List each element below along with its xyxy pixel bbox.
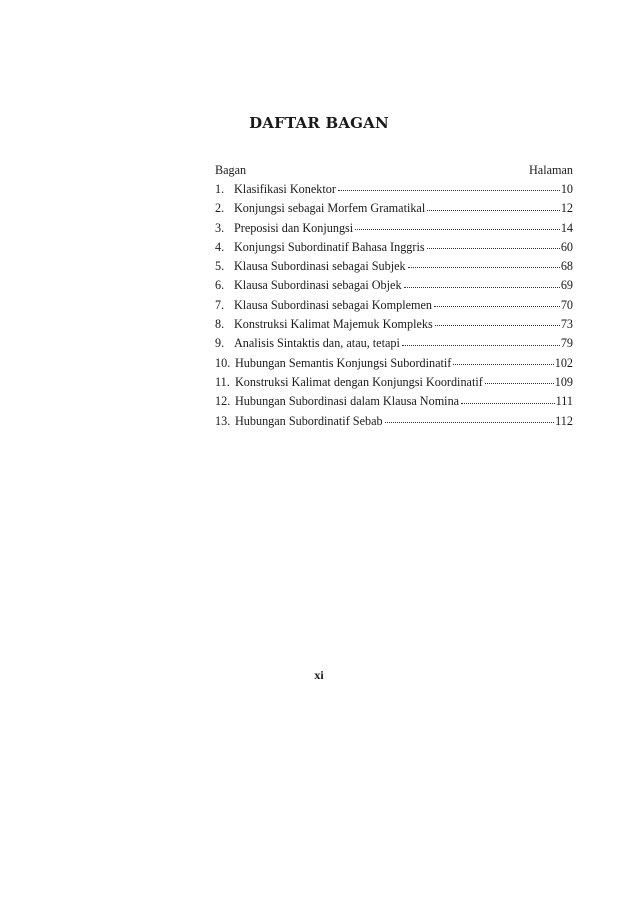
toc-entry-number: 11. [215, 374, 230, 389]
toc-dot-leader [461, 402, 555, 404]
toc-dot-leader [427, 247, 560, 249]
toc-entry-page: 112 [555, 413, 573, 428]
toc-entry [215, 257, 573, 276]
toc-entry [215, 199, 573, 218]
toc-dot-leader [427, 209, 560, 211]
toc-entry-label: Analisis Sintaktis dan, atau, tetapi [234, 336, 400, 351]
toc-entry-label: Klasifikasi Konektor [234, 182, 336, 196]
toc-dot-leader [385, 421, 555, 423]
toc-dot-leader [434, 305, 560, 307]
toc-entry-page: 73 [560, 317, 573, 332]
toc-entry-label: Konstruksi Kalimat Majemuk Kompleks [234, 317, 433, 332]
toc-entry-number: 2. [215, 201, 225, 216]
toc-entry-number: 3. [215, 220, 225, 235]
toc-entry [215, 373, 573, 392]
toc-entry-page: 14 [560, 220, 573, 235]
toc-header-left: Bagan [215, 163, 247, 177]
toc-entry-page: 109 [554, 374, 573, 389]
toc-entry-label: Konstruksi Kalimat dengan Konjungsi Koordinatif [235, 374, 483, 389]
toc-dot-leader [408, 266, 560, 268]
toc-dot-leader [338, 189, 560, 191]
toc-entry-number: 5. [215, 259, 225, 274]
toc-entry [215, 276, 573, 295]
toc-entry-number: 4. [215, 239, 225, 254]
toc-entry-number: 12. [215, 394, 231, 409]
toc-entry-number: 8. [215, 317, 225, 332]
toc-entry-label: Konjungsi sebagai Morfem Gramatikal [234, 201, 426, 216]
toc-entry-number: 6. [215, 278, 225, 293]
toc-entry-number: 9. [215, 336, 225, 351]
toc-entry-page: 12 [560, 201, 573, 216]
toc-entry [215, 180, 573, 199]
toc-entry-page: 102 [554, 355, 573, 370]
toc-entry [215, 238, 573, 257]
toc-entry [215, 334, 573, 353]
toc-entry [215, 354, 573, 373]
toc-entry-page: 70 [560, 297, 573, 312]
toc-dot-leader [485, 382, 554, 384]
toc-entry-page: 10 [560, 182, 573, 196]
toc-entry-number: 7. [215, 297, 225, 312]
toc-entry [215, 315, 573, 334]
toc-entry-number: 13. [215, 413, 231, 428]
toc-entry-label: Hubungan Subordinatif Sebab [235, 413, 383, 428]
toc-entry-label: Klausa Subordinasi sebagai Subjek [234, 259, 406, 274]
toc-entry [215, 296, 573, 315]
toc-entry-label: Klausa Subordinasi sebagai Objek [234, 278, 402, 293]
toc-dot-leader [404, 286, 560, 288]
toc-header-right: Halaman [529, 163, 573, 177]
toc-entry [215, 219, 573, 238]
toc-entry-page: 111 [555, 394, 573, 409]
toc-entry-label: Hubungan Subordinasi dalam Klausa Nomina [235, 394, 460, 409]
toc-dot-leader [402, 344, 560, 346]
toc-entry-page: 68 [560, 259, 573, 274]
page-title: DAFTAR BAGAN [249, 114, 389, 132]
toc-entry-page: 60 [560, 239, 573, 254]
toc-entry-page: 79 [560, 336, 573, 351]
toc-entry-label: Preposisi dan Konjungsi [234, 220, 354, 235]
toc-entry-label: Hubungan Semantis Konjungsi Subordinatif [235, 355, 452, 370]
toc-entry-number: 1. [215, 182, 225, 196]
toc-dot-leader [435, 324, 560, 326]
toc-dot-leader [355, 228, 560, 230]
page-number: xi [314, 668, 324, 682]
toc-entry [215, 392, 573, 411]
table-of-contents [215, 161, 573, 431]
toc-entry-label: Klausa Subordinasi sebagai Komplemen [234, 297, 433, 312]
toc-entry-number: 10. [215, 355, 231, 370]
toc-entry [215, 412, 573, 431]
toc-entry-page: 69 [560, 278, 573, 293]
toc-header [215, 161, 573, 180]
toc-entry-label: Konjungsi Subordinatif Bahasa Inggris [234, 239, 425, 254]
toc-dot-leader [453, 363, 553, 365]
